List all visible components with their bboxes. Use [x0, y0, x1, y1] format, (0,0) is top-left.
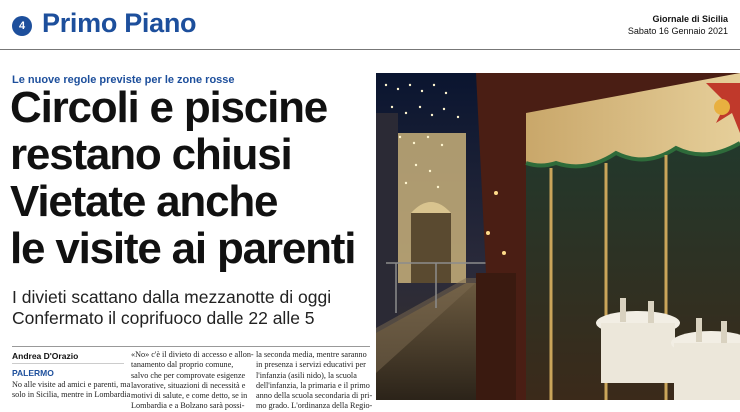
body-line: in presenza i servizi educativi per — [256, 360, 366, 370]
body-column-1 — [12, 380, 131, 401]
body-divider — [12, 346, 370, 347]
headline-line: le visite ai parenti — [10, 224, 356, 273]
body-line: Lombardia e a Bolzano sarà possi- — [131, 401, 245, 411]
body-line: dell'infanzia, la primaria e il primo — [256, 380, 370, 390]
section-title: Primo Piano — [42, 8, 197, 38]
article-photo — [376, 73, 740, 400]
body-line: motivi di salute, e come detto, se in — [131, 391, 248, 401]
subhead-line: I divieti scattano dalla mezzanotte di oggi — [12, 287, 332, 307]
body-line: tanamento dal proprio comune, — [131, 360, 234, 370]
body-line: salvo che per comprovate esigenze — [131, 370, 246, 380]
article-kicker: Le nuove regole previste per le zone rosse — [12, 74, 235, 86]
headline-line: Vietate anche — [10, 177, 278, 226]
body-line: mo grado. L'ordinanza della Regio- — [256, 401, 373, 411]
body-column-3 — [256, 350, 372, 412]
page-number-badge: 4 — [12, 16, 32, 36]
article-headline — [10, 84, 370, 272]
subhead-line: Confermato il coprifuoco dalle 22 alle 5 — [12, 308, 315, 328]
body-column-2 — [131, 350, 254, 412]
dateline: PALERMO — [12, 368, 54, 378]
author-byline: Andrea D'Orazio — [12, 351, 79, 361]
body-line: No alle visite ad amici e parenti, ma — [12, 380, 131, 389]
page-header — [0, 0, 740, 52]
issue-date: Sabato 16 Gennaio 2021 — [627, 26, 728, 36]
headline-line: restano chiusi — [10, 130, 292, 179]
byline-divider — [12, 363, 124, 364]
street-scene-illustration — [376, 73, 740, 400]
body-line: lavorative, situazioni di necessità e — [131, 380, 246, 390]
body-line: anno della scuola secondaria di pri- — [256, 391, 373, 401]
header-divider — [0, 49, 740, 50]
article-subhead — [12, 287, 372, 329]
body-line: «No» c'è il divieto di accesso e allon- — [131, 350, 254, 359]
body-line: la seconda media, mentre saranno — [256, 350, 367, 359]
headline-line: Circoli e piscine — [10, 83, 328, 132]
newspaper-name: Giornale di Sicilia — [652, 14, 728, 24]
body-line: solo in Sicilia, mentre in Lombardia — [12, 390, 131, 400]
body-line: l'infanzia (asili nido), la scuola — [256, 370, 357, 380]
